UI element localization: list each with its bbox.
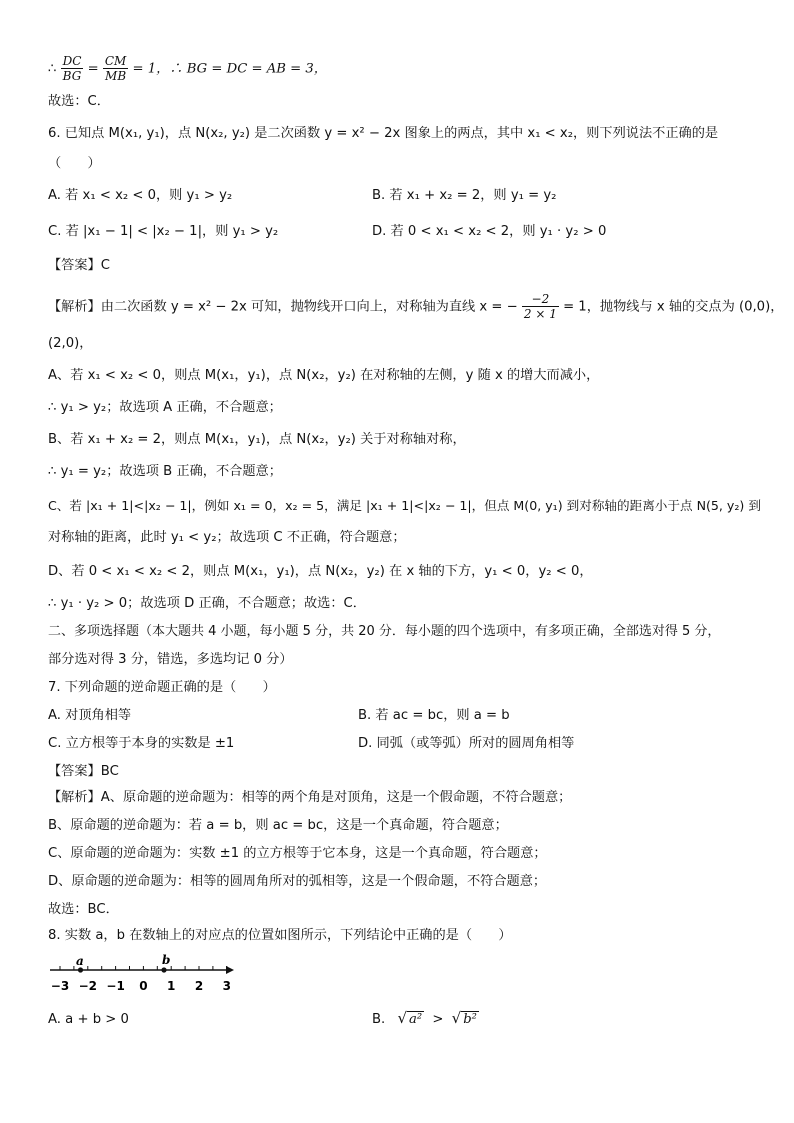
q7-analysis-c: C、原命题的逆命题为：实数 ±1 的立方根等于它本身，这是一个真命题，符合题意； [48,846,547,861]
top-result-line: ∴ $\frac{DC}{BG}$ = $\frac{CM}{MB}$ = 1，∴ BG = DC = AB = 3， [48,54,327,83]
q8-option-b-prefix: B. [372,1012,386,1027]
sqrt-a-radicand: a² [409,1012,423,1027]
frac1-numerator: DC [62,54,82,68]
q6-b-line2: ∴ y₁ = y₂；故选项 B 正确，不合题意； [48,464,282,479]
q6-option-c: C. 若 |x₁ − 1| < |x₂ − 1|，则 y₁ > y₂ [48,224,279,239]
number-line-tick-label: 3 [222,979,231,993]
q6-analysis-line2: (2,0)， [48,336,93,351]
q6-c-line2: 对称轴的距离，此时 y₁ < y₂；故选项 C 不正确，符合题意； [48,530,406,545]
frac1-denominator: BG [62,69,82,83]
q7-stem: 7. 下列命题的逆命题正确的是（ ） [48,680,276,695]
q6-paren: （ ） [48,156,101,171]
q7-analysis-a: 【解析】A、原命题的逆命题为：相等的两个角是对顶角，这是一个假命题，不符合题意； [48,790,572,805]
q6-option-b: B. 若 x₁ + x₂ = 2，则 y₁ = y₂ [372,188,557,203]
q6-analysis-text: 【解析】由二次函数 y = x² − 2x 可知，抛物线开口向上，对称轴为直线 x = − [48,299,518,315]
number-line-tick-label: 1 [167,979,176,993]
fraction-dc-bg [61,54,84,83]
q7-option-c: C. 立方根等于本身的实数是 ±1 [48,736,235,751]
number-line-tick-label: 2 [194,979,204,993]
q7-analysis-b: B、原命题的逆命题为：若 a = b，则 ac = bc，这是一个真命题，符合题意； [48,818,508,833]
q6-axis-fraction [522,292,559,321]
q6-c-line1: C、若 |x₁ + 1|<|x₂ − 1|，例如 x₁ = 0，x₂ = 5，满足 |x₁ + 1|<|x₂ − 1|，但点 M(0, y₁) 到对称轴的距离小于点 N(5, y₂) 到 [48,498,761,513]
q6-analysis-line1 [48,292,783,321]
q8-option-b [372,1008,479,1030]
q8-stem: 8. 实数 a，b 在数轴上的对应点的位置如图所示，下列结论中正确的是（ ） [48,928,512,943]
q8-option-b-op: > [432,1012,444,1027]
number-line-tick-label: −3 [50,979,70,993]
q6-stem: 6. 已知点 M(x₁, y₁)，点 N(x₂, y₂) 是二次函数 y = x² − 2x 图象上的两点，其中 x₁ < x₂，则下列说法不正确的是 [48,126,719,141]
q7-answer: 【答案】BC [48,764,119,779]
q6-d-line2: ∴ y₁ · y₂ > 0；故选项 D 正确，不合题意；故选：C． [48,596,366,611]
axis-frac-numerator: −2 [522,292,559,307]
number-line-tick-label: 0 [139,979,148,993]
q7-option-b: B. 若 ac = bc，则 a = b [358,708,510,723]
section2-line2: 部分选对得 3 分，错选，多选均记 0 分） [48,652,293,667]
frac2-numerator: CM [104,54,127,68]
q7-option-a: A. 对顶角相等 [48,708,132,723]
number-line-tick-label: −1 [106,979,125,993]
therefore-symbol: ∴ [48,61,57,77]
point-a-dot [78,967,83,972]
axis-frac-denominator: 2 × 1 [523,307,557,321]
point-b-dot [161,967,166,972]
q7-option-d: D. 同弧（或等弧）所对的圆周角相等 [358,736,575,751]
sqrt-b-squared: √ b² [451,1009,477,1027]
q6-a-line1: A、若 x₁ < x₂ < 0，则点 M(x₁，y₁)，点 N(x₂，y₂) 在对称轴的左侧，y 随 x 的增大而减小， [48,368,600,383]
q6-analysis-tail: = 1，抛物线与 x 轴的交点为 (0,0)， [563,299,784,315]
q8-option-a: A. a + b > 0 [48,1012,129,1027]
top-choose: 故选：C． [48,94,110,109]
q6-b-line1: B、若 x₁ + x₂ = 2，则点 M(x₁，y₁)，点 N(x₂，y₂) 关于对称轴对称， [48,432,466,447]
top-result-text: = 1，∴ BG = DC = AB = 3， [132,61,327,77]
q6-a-line2: ∴ y₁ > y₂；故选项 A 正确，不合题意； [48,400,282,415]
q6-option-a: A. 若 x₁ < x₂ < 0，则 y₁ > y₂ [48,188,233,203]
q6-answer: 【答案】C [48,258,110,273]
point-a-label: a [76,954,84,968]
sqrt-a-squared: √ a² [397,1009,423,1027]
q7-choose: 故选：BC． [48,902,119,917]
point-b-label: b [162,954,171,967]
sqrt-b-radicand: b² [463,1012,477,1027]
number-line-tick-label: −2 [78,979,98,993]
fraction-cm-mb [103,54,128,83]
section2-line1: 二、多项选择题（本大题共 4 小题，每小题 5 分，共 20 分．每小题的四个选项中，有多项正确，全部选对得 5 分， [48,624,721,639]
q7-analysis-d: D、原命题的逆命题为：相等的圆周角所对的弧相等，这是一个假命题，不符合题意； [48,874,547,889]
number-line-figure [46,954,236,996]
q6-option-d: D. 若 0 < x₁ < x₂ < 2，则 y₁ · y₂ > 0 [372,224,607,239]
q6-d-line1: D、若 0 < x₁ < x₂ < 2，则点 M(x₁，y₁)，点 N(x₂，y₂) 在 x 轴的下方，y₁ < 0，y₂ < 0， [48,564,593,579]
frac2-denominator: MB [105,69,127,83]
